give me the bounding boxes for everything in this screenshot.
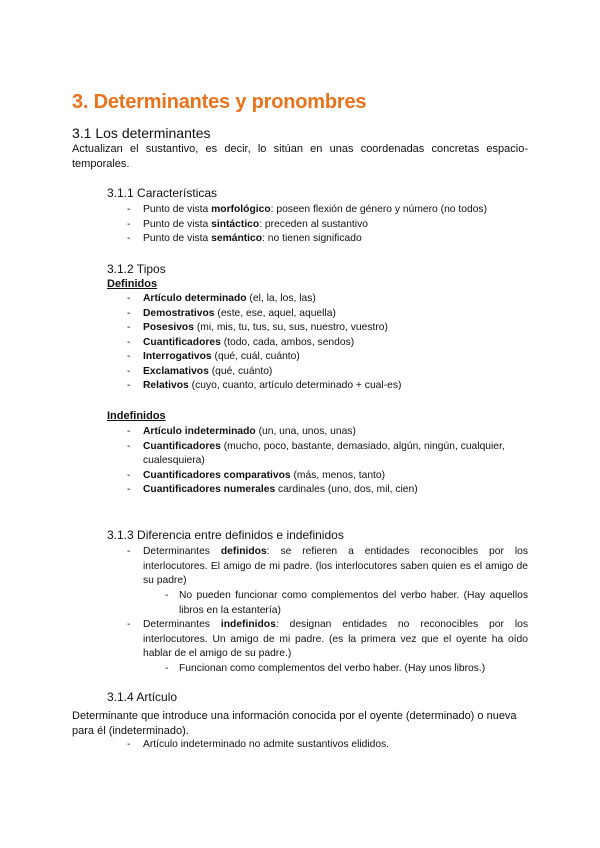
list-item: - Cuantificadores numerales cardinales (uno, dos, mil, cien) [107,483,507,498]
list-item: - Artículo determinado (el, la, los, las) [107,292,528,307]
list-item: - Artículo indeterminado no admite sustantivos elididos. [107,738,528,753]
diferencia-list-1 [107,545,528,589]
articulo-list [107,738,528,753]
diferencia-sublist-1 [145,589,528,618]
subsection-heading-caracteristicas: 3.1.1 Características [107,186,218,200]
list-item: - Demostrativos (este, ese, aquel, aquella) [107,307,528,322]
list-item: - Relativos (cuyo, cuanto, artículo determinado + cual-es) [107,379,528,394]
section-intro: Actualizan el sustantivo, es decir, lo sitúan en unas coordenadas concretas espacio-temporales. [72,143,528,170]
definidos-label: Definidos [107,278,158,290]
list-item: - Cuantificadores (todo, cada, ambos, sendos) [107,336,528,351]
list-item: - Cuantificadores comparativos (más, menos, tanto) [107,469,507,484]
list-item: - Interrogativos (qué, cuál, cuánto) [107,350,528,365]
articulo-intro: Determinante que introduce una información conocida por el oyente (determinado) o nueva para él (indeterminado). [72,710,517,737]
caracteristicas-list [107,203,528,247]
subsection-heading-tipos: 3.1.2 Tipos [107,262,166,276]
list-item: - Determinantes definidos: se refieren a entidades reconocibles por los interlocutores. El amigo de mi padre. (los interlocutores saben quien es el amigo de su padre) [107,545,528,589]
diferencia-sublist-2 [145,662,528,677]
diferencia-list-2 [107,618,528,662]
indefinidos-label: Indefinidos [107,410,166,422]
indefinidos-list [107,425,507,498]
list-item: - Determinantes indefinidos: designan entidades no reconocibles por los interlocutores. Un amigo de mi padre. (es la primera vez que el oyente ha oído hablar de el amigo de su padre.) [107,618,528,662]
list-item: - Funcionan como complementos del verbo haber. (Hay unos libros.) [145,662,528,677]
list-item: - Artículo indeterminado (un, una, unos, unas) [107,425,507,440]
list-item: - Exclamativos (qué, cuánto) [107,365,528,380]
subsection-heading-articulo: 3.1.4 Artículo [107,690,178,704]
list-item: - Punto de vista semántico: no tienen significado [107,232,528,247]
list-item: - No pueden funcionar como complementos del verbo haber. (Hay aquellos libros en la estantería) [145,589,528,618]
page-title: 3. Determinantes y pronombres [72,91,367,113]
definidos-list [107,292,528,394]
section-heading-3-1: 3.1 Los determinantes [72,125,211,141]
subsection-heading-diferencia: 3.1.3 Diferencia entre definidos e indefinidos [107,528,344,542]
list-item: - Posesivos (mi, mis, tu, tus, su, sus, nuestro, vuestro) [107,321,528,336]
list-item: - Punto de vista morfológico: poseen flexión de género y número (no todos) [107,203,528,218]
list-item: - Punto de vista sintáctico: preceden al sustantivo [107,218,528,233]
list-item: - Cuantificadores (mucho, poco, bastante, demasiado, algún, ningún, cualquier, cualesquiera) [107,440,507,469]
